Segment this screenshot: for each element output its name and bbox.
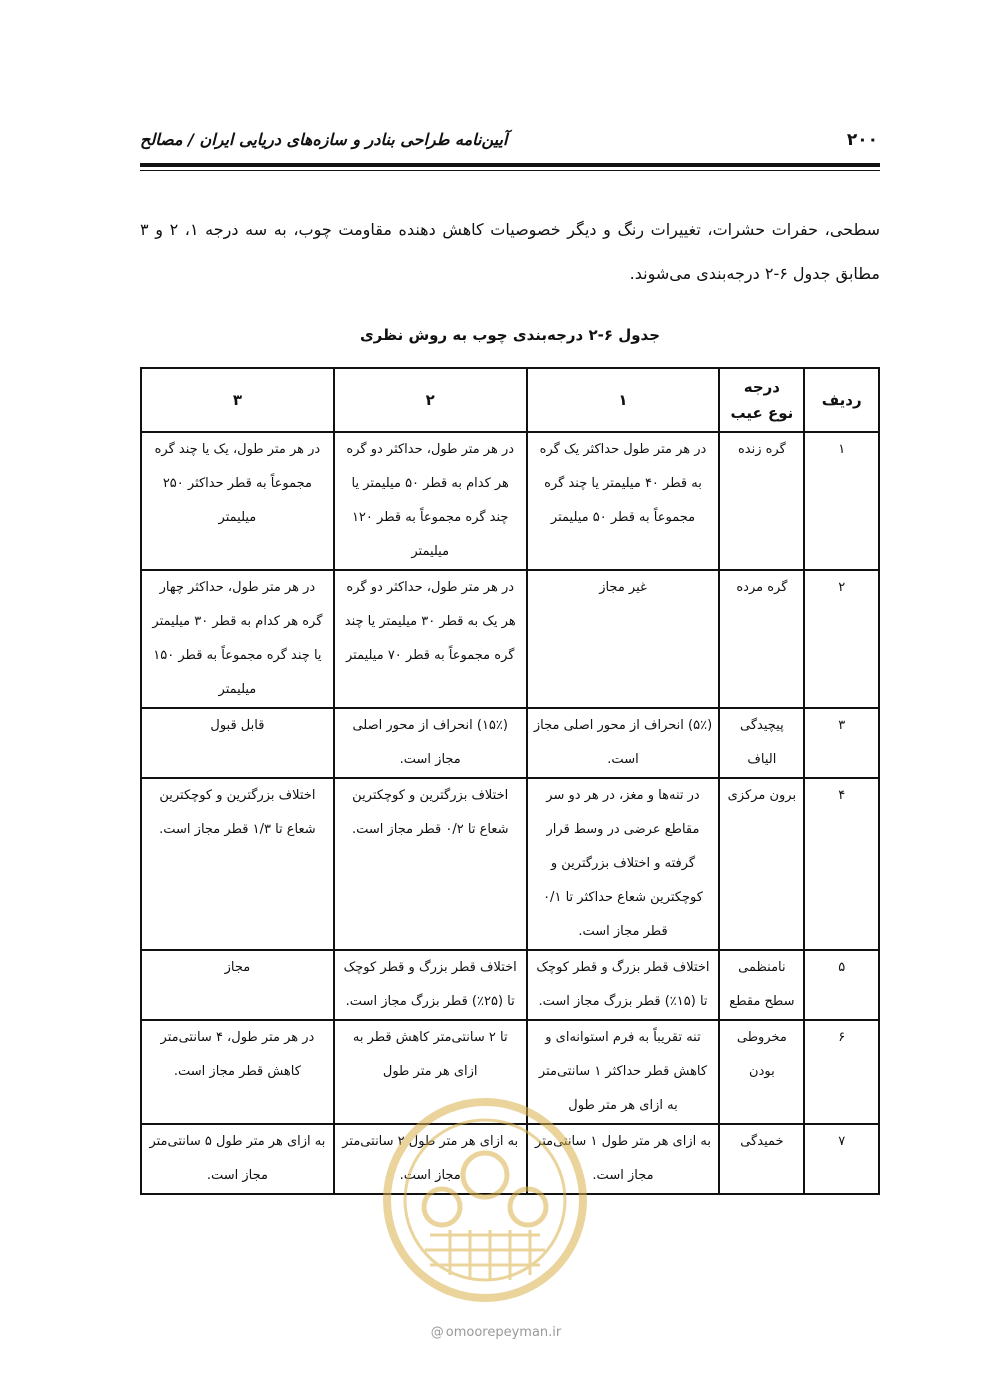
footer-site bbox=[0, 1325, 992, 1340]
header-row-number: ردیف bbox=[804, 368, 879, 432]
grade-2-cell: در هر متر طول، حداکثر دو گره هر کدام به قطر ۵۰ میلیمتر یا چند گره مجموعاً به قطر ۱۲۰ میلیمتر bbox=[334, 432, 527, 570]
table-row bbox=[141, 950, 879, 1020]
defect-type: گره زنده bbox=[719, 432, 804, 570]
header-defect-type bbox=[719, 368, 804, 432]
grade-3-cell: به ازای هر متر طول ۵ سانتی‌متر مجاز است. bbox=[141, 1124, 334, 1194]
row-number: ۲ bbox=[804, 570, 879, 708]
row-number: ۱ bbox=[804, 432, 879, 570]
table-header-row bbox=[141, 368, 879, 432]
table-row bbox=[141, 708, 879, 778]
header-rule-thick bbox=[140, 163, 880, 167]
defect-type: مخروطی بودن bbox=[719, 1020, 804, 1124]
table-caption: جدول ۶-۲ درجه‌بندی چوب به روش نظری bbox=[359, 326, 661, 344]
grade-2-cell: به ازای هر متر طول ۲ سانتی‌متر مجاز است. bbox=[334, 1124, 527, 1194]
grade-2-cell: در هر متر طول، حداکثر دو گره هر یک به قطر ۳۰ میلیمتر یا چند گره مجموعاً به قطر ۷۰ میلیمتر bbox=[334, 570, 527, 708]
table-row bbox=[141, 1124, 879, 1194]
table-row bbox=[141, 570, 879, 708]
defect-type: گره مرده bbox=[719, 570, 804, 708]
grade-1-cell: (۵٪) انحراف از محور اصلی مجاز است. bbox=[527, 708, 720, 778]
header-grade-2: ۲ bbox=[334, 368, 527, 432]
footer-site-text: omoorepeyman.ir bbox=[445, 1325, 562, 1340]
row-number: ۶ bbox=[804, 1020, 879, 1124]
defect-type: پیچیدگی الیاف bbox=[719, 708, 804, 778]
defect-type: خمیدگی bbox=[719, 1124, 804, 1194]
grade-1-cell: اختلاف قطر بزرگ و قطر کوچک تا (۱۵٪) قطر بزرگ مجاز است. bbox=[527, 950, 720, 1020]
grade-1-cell: به ازای هر متر طول ۱ سانتی‌متر مجاز است. bbox=[527, 1124, 720, 1194]
defect-type: برون مرکزی bbox=[719, 778, 804, 950]
grade-3-cell: قابل قبول bbox=[141, 708, 334, 778]
running-title: آیین‌نامه طراحی بنادر و سازه‌های دریایی ایران / مصالح bbox=[140, 130, 508, 149]
wood-grading-table bbox=[140, 367, 880, 1195]
grade-2-cell: اختلاف بزرگترین و کوچکترین شعاع تا ۰/۲ قطر مجاز است. bbox=[334, 778, 527, 950]
table-row bbox=[141, 432, 879, 570]
body-paragraph: سطحی، حفرات حشرات، تغییرات رنگ و دیگر خصوصیات کاهش دهنده مقاومت چوب، به سه درجه ۱، ۲ و ۳ مطابق جدول ۶-۲ درجه‌بندی می‌شوند. bbox=[140, 220, 881, 283]
grade-2-cell: (۱۵٪) انحراف از محور اصلی مجاز است. bbox=[334, 708, 527, 778]
grade-3-cell: در هر متر طول، ۴ سانتی‌متر کاهش قطر مجاز است. bbox=[141, 1020, 334, 1124]
header-grade-3: ۳ bbox=[141, 368, 334, 432]
row-number: ۵ bbox=[804, 950, 879, 1020]
row-number: ۴ bbox=[804, 778, 879, 950]
at-icon: @ bbox=[430, 1325, 444, 1340]
page-number: ۲۰۰ bbox=[846, 130, 878, 150]
header-defect-label: نوع عیب bbox=[730, 404, 794, 422]
page-header bbox=[140, 126, 880, 156]
header-rule-thin bbox=[140, 170, 880, 171]
grade-3-cell: مجاز bbox=[141, 950, 334, 1020]
grade-3-cell: در هر متر طول، یک یا چند گره مجموعاً به قطر حداکثر ۲۵۰ میلیمتر bbox=[141, 432, 334, 570]
grade-2-cell: اختلاف قطر بزرگ و قطر کوچک تا (۲۵٪) قطر بزرگ مجاز است. bbox=[334, 950, 527, 1020]
grade-2-cell: تا ۲ سانتی‌متر کاهش قطر به ازای هر متر طول bbox=[334, 1020, 527, 1124]
grade-1-cell: در هر متر طول حداکثر یک گره به قطر ۴۰ میلیمتر یا چند گره مجموعاً به قطر ۵۰ میلیمتر bbox=[527, 432, 720, 570]
grade-1-cell: در تنه‌ها و مغز، در هر دو سر مقاطع عرضی در وسط قرار گرفته و اختلاف بزرگترین و کوچکترین شعاع حداکثر تا ۰/۱ قطر مجاز است. bbox=[527, 778, 720, 950]
grade-1-cell: غیر مجاز bbox=[527, 570, 720, 708]
table-row bbox=[141, 1020, 879, 1124]
grade-3-cell: در هر متر طول، حداکثر چهار گره هر کدام به قطر ۳۰ میلیمتر یا چند گره مجموعاً به قطر ۱۵۰ میلیمتر bbox=[141, 570, 334, 708]
row-number: ۳ bbox=[804, 708, 879, 778]
header-grade-1: ۱ bbox=[527, 368, 720, 432]
defect-type: نامنظمی سطح مقطع bbox=[719, 950, 804, 1020]
row-number: ۷ bbox=[804, 1124, 879, 1194]
table-row bbox=[141, 778, 879, 950]
grade-1-cell: تنه تقریباً به فرم استوانه‌ای و کاهش قطر حداکثر ۱ سانتی‌متر به ازای هر متر طول bbox=[527, 1020, 720, 1124]
grade-3-cell: اختلاف بزرگترین و کوچکترین شعاع تا ۱/۳ قطر مجاز است. bbox=[141, 778, 334, 950]
header-grade-label: درجه bbox=[743, 378, 780, 396]
